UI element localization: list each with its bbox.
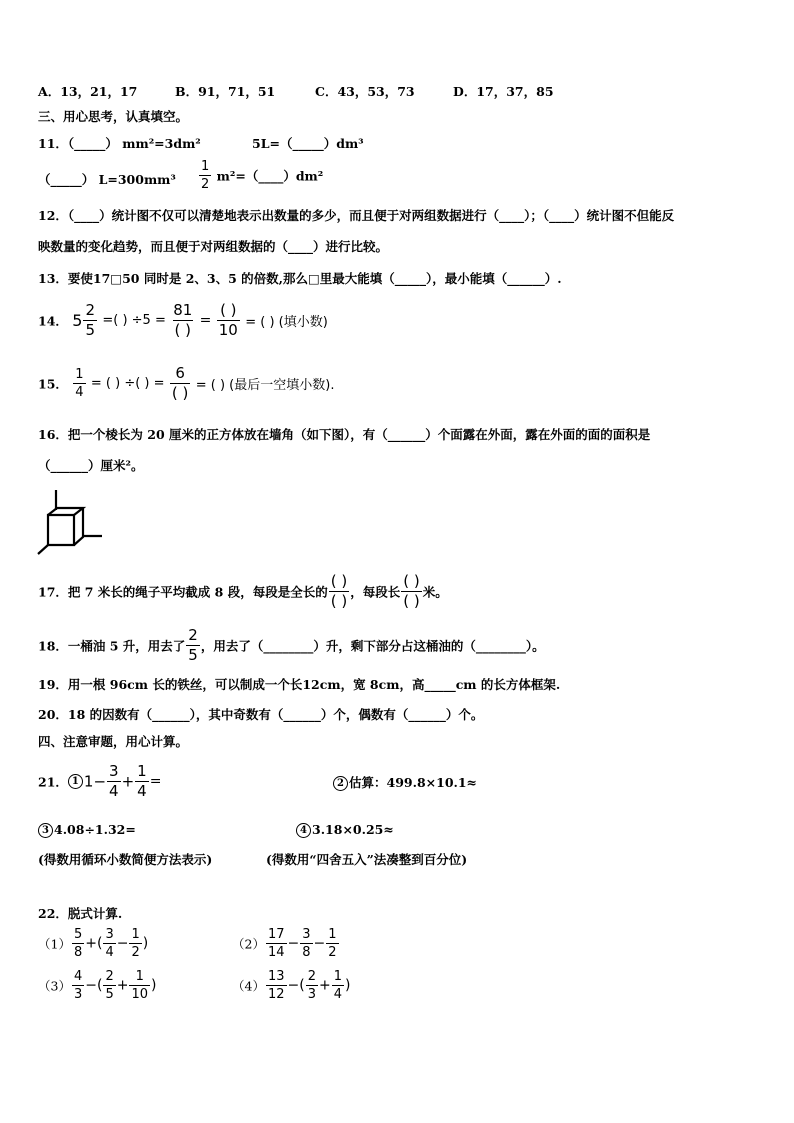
option-d: D．17，37，85: [453, 84, 554, 99]
q12-line2: 映数量的变化趋势，而且便于对两组数据的（____）进行比较。: [38, 239, 389, 254]
q14-number: 14．: [38, 313, 68, 329]
q17-text3: 米。: [422, 584, 448, 600]
q15-text2: = ( ) (最后一空填小数).: [195, 378, 335, 393]
q21-frac-three-quarters: $\frac{3}{4}$: [109, 762, 119, 800]
q21-part3: [38, 822, 136, 838]
cube-front-face: [48, 515, 74, 545]
q15-number: 15．: [38, 376, 68, 392]
q17-text1: 17．把 7 米长的绳子平均截成 8 段，每段是全长的: [38, 584, 328, 600]
q15-text1: = ( ) ÷( ) =: [90, 376, 165, 391]
q11-line2-b: m²=（____）dm²: [216, 168, 324, 184]
option-a: A．13，21，17: [38, 84, 138, 99]
q22-expr-1: （1） $\frac{5}{8}$ +( $\frac{3}{4}$ − $\frac{1}{2}$ ): [38, 927, 149, 960]
q21-part2: [333, 775, 477, 791]
circled-number-2: 2: [333, 776, 348, 791]
q15-fraction-6: $\frac{6}{( )}$: [171, 364, 189, 402]
q19-text: 19．用一根 96cm 长的铁丝，可以制成一个长12cm，宽 8cm，高_____cm 的长方体框架.: [38, 677, 561, 692]
q11-half-fraction: $\frac{1}{2}$: [201, 159, 210, 192]
q15-row: [38, 366, 334, 401]
q12-line1: 12．（____）统计图不仅可以清楚地表示出数量的多少，而且便于对两组数据进行（____）；（____）统计图不但能反: [38, 208, 675, 223]
q22-4-frac-c: $\frac{1}{4}$: [333, 969, 342, 1002]
q22-expr-3: （3） $\frac{4}{3}$ −( $\frac{2}{5}$ + $\frac{1}{10}$ ): [38, 969, 157, 1002]
q21-part1: 21． 1 1− $\frac{3}{4}$ + $\frac{1}{4}$ =: [38, 762, 162, 800]
q22-3-frac-c: $\frac{1}{10}$: [131, 969, 148, 1002]
q21-p4-text: 3.18×0.25≈: [312, 822, 394, 837]
q22-title: 22．脱式计算.: [38, 906, 123, 921]
q22-2-frac-c: $\frac{1}{2}$: [328, 927, 337, 960]
q14-fraction-81: $\frac{81}{( )}$: [173, 301, 193, 339]
q18-text2: ，用去了（________）升，剩下部分占这桶油的（________）。: [200, 638, 545, 654]
q17-blank-fraction-1: $\frac{( )}{( )}$: [330, 572, 348, 610]
circled-number-1: 1: [68, 774, 83, 789]
q14-text1: =( ) ÷5 =: [102, 313, 166, 328]
q20-text: 20．18 的因数有（______），其中奇数有（______）个，偶数有（______）个。: [38, 707, 484, 722]
q14-text2: = ( ) (填小数): [245, 315, 328, 330]
q22-label-2: （2）: [232, 936, 265, 952]
q21-note-3: (得数用循环小数简便方法表示): [38, 852, 213, 867]
q13-text: 13．要使17□50 同时是 2、3、5 的倍数,那么□里最大能填（_____），最小能填（______）.: [38, 271, 562, 286]
q17-row: [38, 574, 448, 609]
option-c: C．43，53，73: [315, 84, 415, 99]
circled-number-3: 3: [38, 823, 53, 838]
section-4-heading: 四、注意审题，用心计算。: [38, 734, 189, 749]
q22-4-frac-b: $\frac{2}{3}$: [307, 969, 316, 1002]
q18-fraction: $\frac{2}{5}$: [188, 626, 198, 664]
q21-p2-text: 估算：499.8×10.1≈: [349, 775, 478, 790]
q16-line2: （______）厘米²。: [38, 458, 144, 473]
q21-p3-text: 4.08÷1.32=: [54, 822, 136, 837]
q22-2-frac-a: $\frac{17}{14}$: [267, 927, 285, 960]
q14-row: 14． 5 $\frac{2}{5}$ =( ) ÷5 = $\frac{81}{( )}$ = $\frac{( )}{10}$ = ( ) (填小数): [38, 301, 328, 339]
q16-line1: 16．把一个棱长为 20 厘米的正方体放在墙角（如下图），有（______）个面露在外面，露在外面的面的面积是: [38, 427, 651, 442]
q15-fraction-quarter: $\frac{1}{4}$: [75, 367, 84, 400]
q11-line2-a: （_____） L=300mm³: [38, 172, 176, 187]
q17-blank-fraction-2: $\frac{( )}{( )}$: [403, 572, 420, 610]
q17-text2: ，每段长: [350, 584, 401, 600]
q22-3-frac-a: $\frac{4}{3}$: [73, 969, 83, 1002]
q11-line1-a: 11．（_____） mm²=3dm²: [38, 136, 201, 151]
q21-number: 21．: [38, 774, 68, 790]
q18-text1: 18．一桶油 5 升，用去了: [38, 638, 186, 654]
q14-mixed-fraction: $\frac{2}{5}$: [85, 301, 95, 339]
q11-line1-b: 5L=（_____）dm³: [252, 136, 364, 151]
q22-1-frac-a: $\frac{5}{8}$: [73, 927, 83, 960]
q22-1-frac-b: $\frac{3}{4}$: [105, 927, 114, 960]
q21-frac-one-quarter: $\frac{1}{4}$: [137, 762, 147, 800]
q21-part4: [296, 822, 394, 838]
q11-line2-fraction-group: [198, 160, 323, 191]
q14-fraction-10: $\frac{( )}{10}$: [218, 301, 238, 339]
q22-1-frac-c: $\frac{1}{2}$: [131, 927, 140, 960]
q22-label-3: （3）: [38, 978, 71, 994]
wall-edge-diagonal: [38, 545, 48, 554]
cube-in-corner-diagram: [36, 488, 106, 556]
q22-2-frac-b: $\frac{3}{8}$: [302, 927, 311, 960]
q22-label-1: （1）: [38, 936, 71, 952]
q22-3-frac-b: $\frac{2}{5}$: [105, 969, 114, 1002]
q21-note-4: (得数用“四舍五入”法凑整到百分位): [266, 852, 468, 867]
q18-row: [38, 628, 545, 663]
option-b: B．91，71，51: [175, 84, 276, 99]
q22-4-frac-a: $\frac{13}{12}$: [267, 969, 285, 1002]
q22-expr-2: （2） $\frac{17}{14}$ − $\frac{3}{8}$ − $\frac{1}{2}$: [232, 927, 337, 960]
section-3-heading: 三、用心思考，认真填空。: [38, 109, 189, 124]
q14-whole: 5: [72, 311, 83, 330]
circled-number-4: 4: [296, 823, 311, 838]
q21-p1-one: 1: [83, 772, 94, 791]
q22-label-4: （4）: [232, 978, 265, 994]
q22-expr-4: （4） $\frac{13}{12}$ −( $\frac{2}{3}$ + $\frac{1}{4}$ ): [232, 969, 351, 1002]
